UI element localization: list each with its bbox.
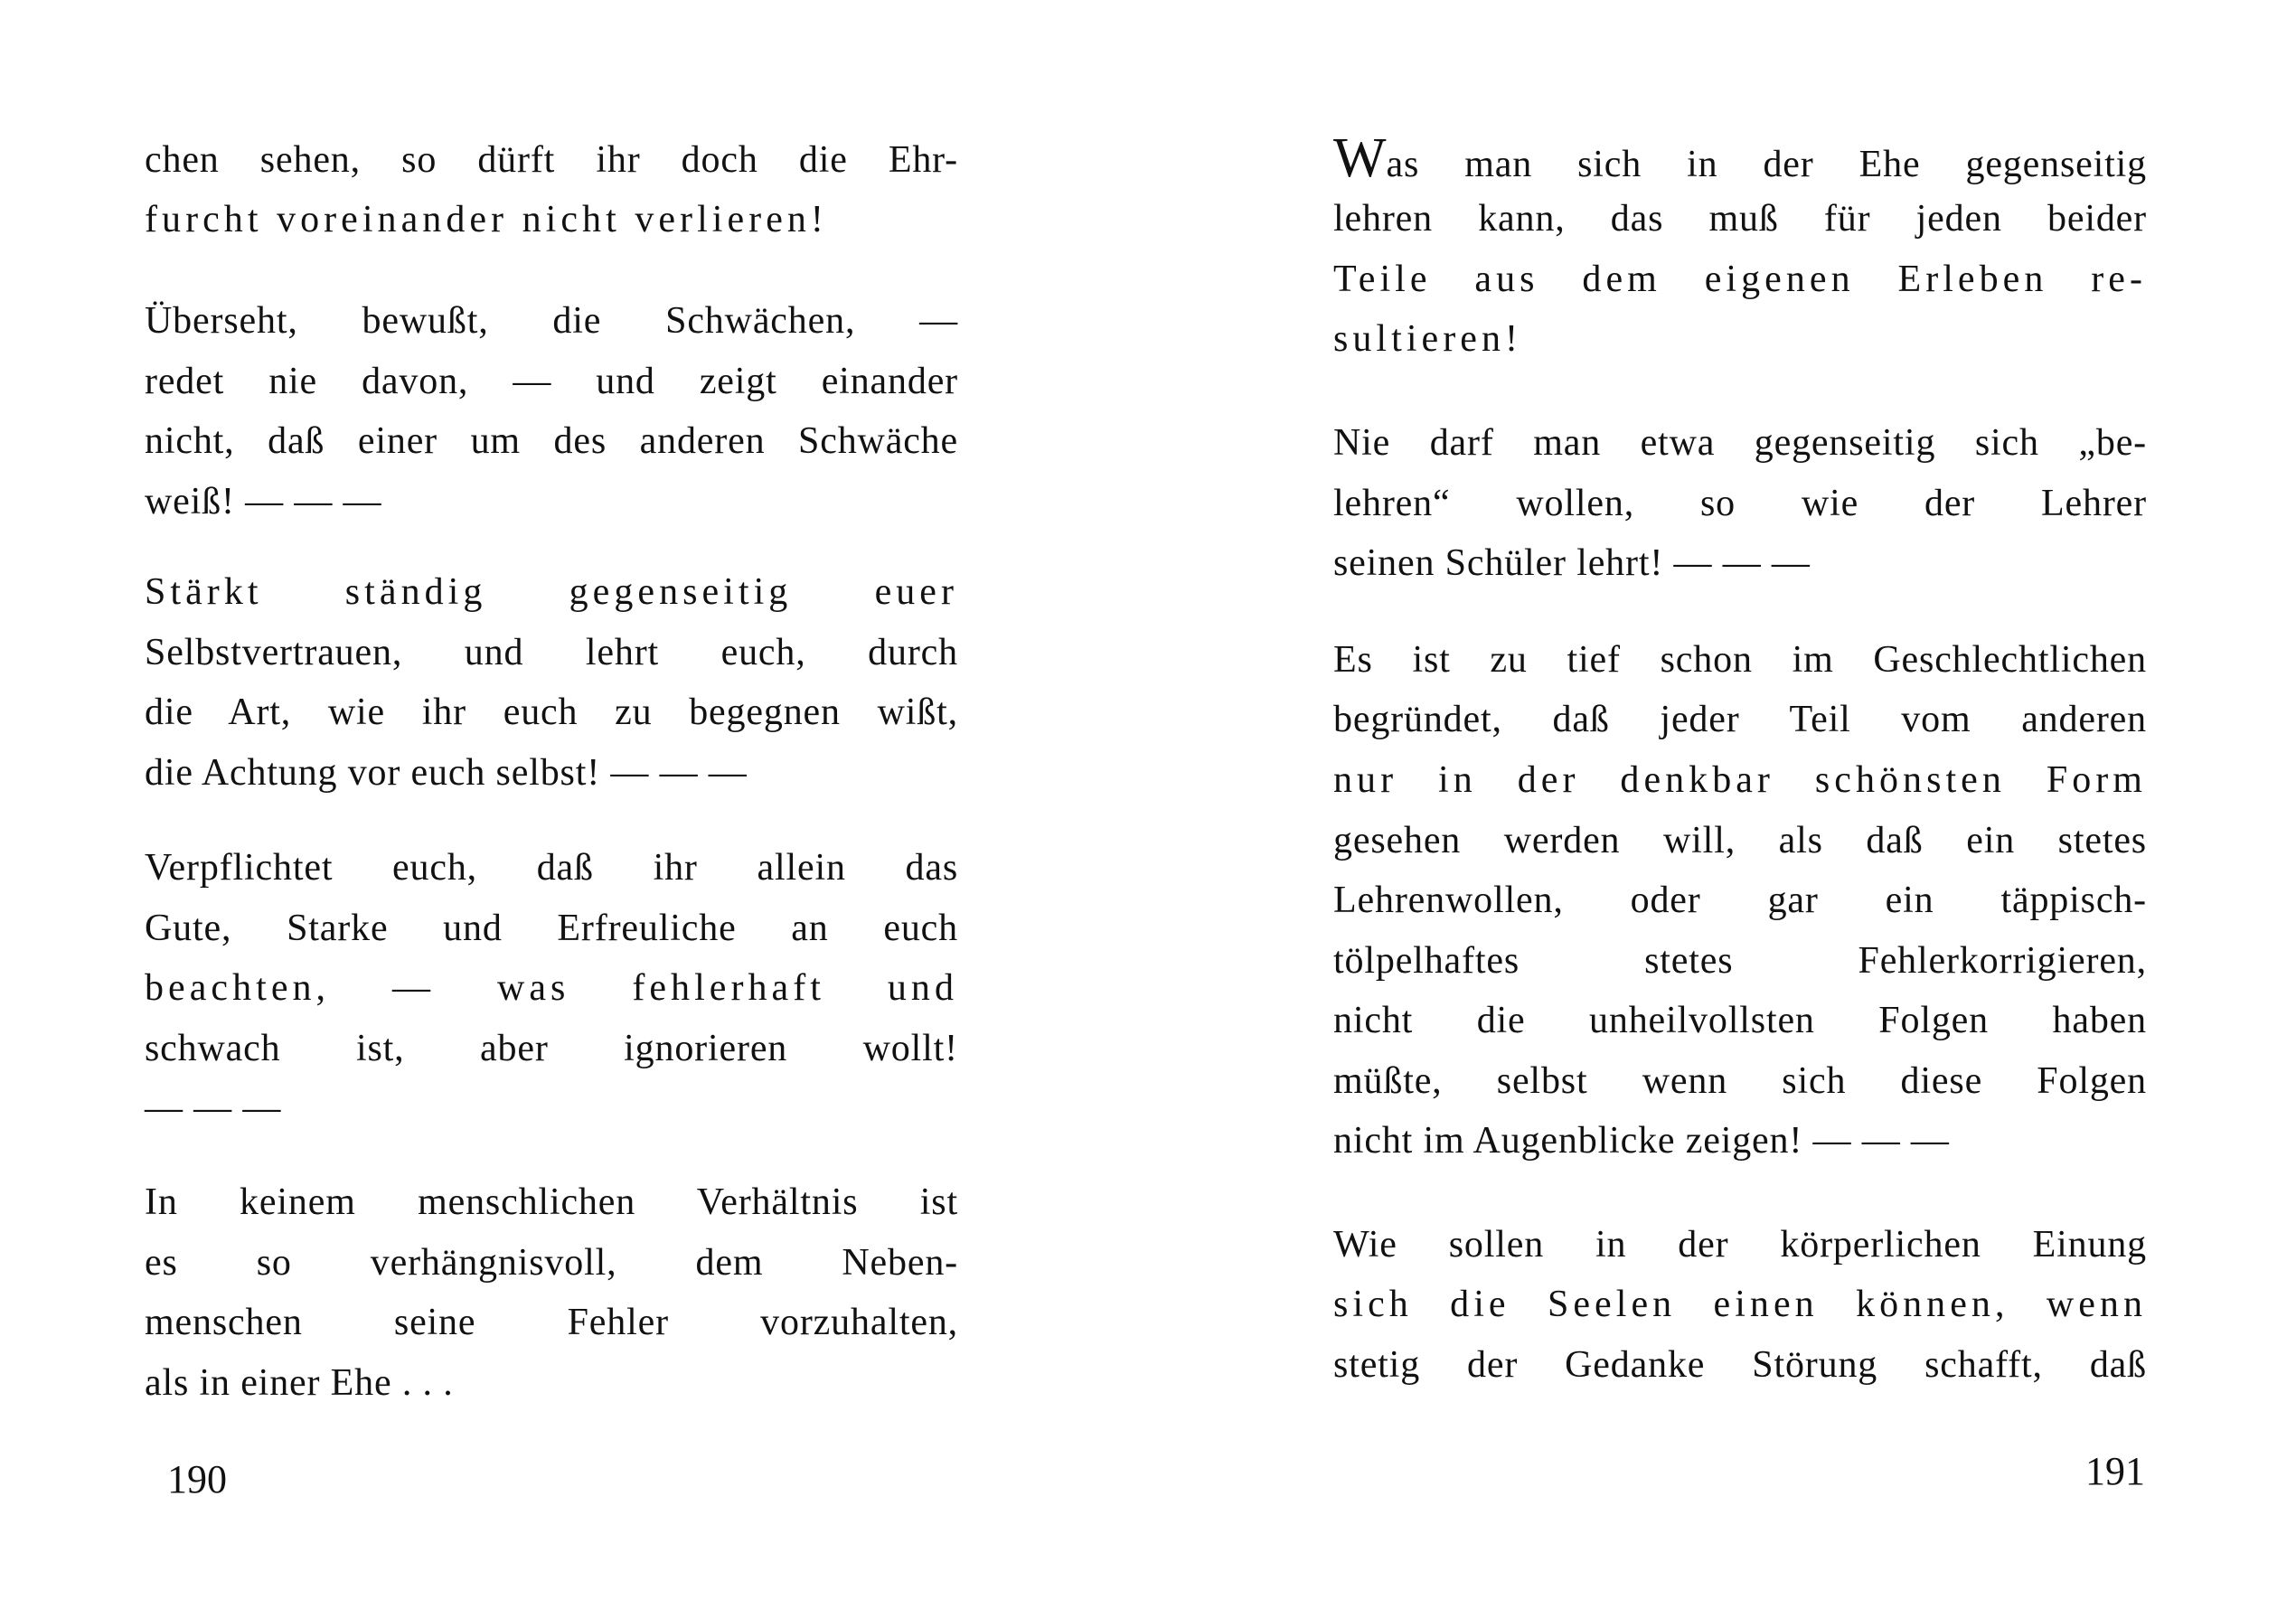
text-line: sultieren! [1333, 318, 1523, 360]
text-line: lehren“ wollen, so wie der Lehrer [1333, 483, 2147, 524]
text-line: nicht, daß einer um des anderen Schwäche [145, 420, 958, 462]
text-line: als in einer Ehe . . . [145, 1362, 454, 1404]
drop-cap: W [1333, 127, 1387, 189]
text-line: nur in der denkbar schönsten Form [1333, 759, 2147, 801]
text-line: Nie darf man etwa gegenseitig sich „be- [1333, 422, 2147, 464]
text-line: Verpflichtet euch, daß ihr allein das [145, 847, 958, 889]
text-line: gesehen werden will, als daß ein stetes [1333, 820, 2147, 861]
page-number: 191 [2085, 1449, 2145, 1493]
text-line: die Art, wie ihr euch zu begegnen wißt, [145, 692, 958, 733]
text-line: die Achtung vor euch selbst! — — — [145, 752, 748, 794]
text-line: Selbstvertrauen, und lehrt euch, durch [145, 632, 958, 673]
text-line: sich die Seelen einen können, wenn [1333, 1284, 2147, 1325]
text-line: es so verhängnisvoll, dem Neben- [145, 1242, 958, 1284]
text-line: Gute, Starke und Erfreuliche an euch [145, 908, 958, 949]
text-line: seinen Schüler lehrt! — — — [1333, 542, 1811, 584]
text-line: menschen seine Fehler vorzuhalten, [145, 1302, 958, 1343]
text-line: müßte, selbst wenn sich diese Folgen [1333, 1060, 2147, 1102]
text-line: Stärkt ständig gegenseitig euer [145, 571, 958, 613]
text-line: Teile aus dem eigenen Erleben re- [1333, 259, 2147, 300]
text-line: nicht die unheilvollsten Folgen haben [1333, 1000, 2147, 1041]
text-line: redet nie davon, — und zeigt einander [145, 361, 958, 402]
text-line: stetig der Gedanke Störung schafft, daß [1333, 1344, 2147, 1386]
text-line: Lehrenwollen, oder gar ein täppisch- [1333, 880, 2147, 921]
text-line: schwach ist, aber ignorieren wollt! [145, 1028, 958, 1069]
text-line: Es ist zu tief schon im Geschlechtlichen [1333, 639, 2147, 681]
text-line: chen sehen, so dürft ihr doch die Ehr- [145, 139, 958, 181]
text-line: begründet, daß jeder Teil vom anderen [1333, 699, 2147, 740]
text-line: nicht im Augenblicke zeigen! — — — [1333, 1120, 1950, 1162]
page-number: 190 [167, 1457, 227, 1501]
text-line: furcht voreinander nicht verlieren! [145, 199, 828, 240]
text-line: Wie sollen in der körperlichen Einung [1333, 1224, 2147, 1266]
text-line: weiß! — — — [145, 481, 382, 522]
text-line: beachten, — was fehlerhaft und [145, 967, 958, 1009]
text-line: Überseht, bewußt, die Schwächen, — [145, 300, 958, 342]
first-line-text: as man sich in der Ehe gegenseitig [1386, 144, 2147, 185]
text-line: — — — [145, 1087, 282, 1129]
text-line: tölpelhaftes stetes Fehlerkorrigieren, [1333, 940, 2147, 982]
text-line: In keinem menschlichen Verhältnis ist [145, 1181, 958, 1223]
text-line: lehren kann, das muß für jeden beider [1333, 198, 2147, 240]
text-line [1333, 127, 2147, 189]
